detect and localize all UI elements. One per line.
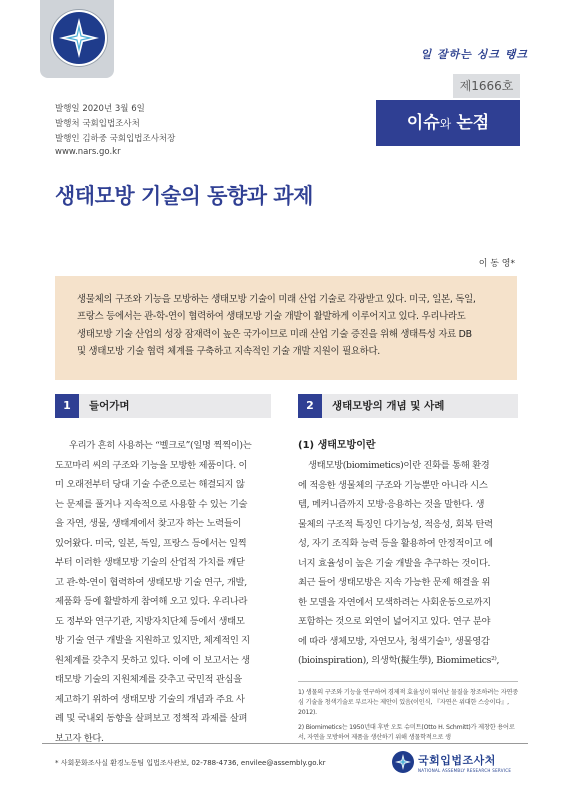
body-line: 미 오래전부터 당대 기술 수준으로는 해결되지 않 [55,479,245,490]
body-line: 한 모델을 자연에서 모색하려는 사회운동으로까지 [298,596,491,608]
series-word-1: 이슈 [406,113,440,133]
body-line: 너지 효율성이 높은 기술 개발을 추구하는 것이다. [298,557,491,569]
body-line: 있어왔다. 미국, 일본, 독일, 프랑스 등에서는 일찍 [55,537,247,549]
section-2-header [298,394,518,418]
section-2-title: 생태모방의 개념 및 사례 [332,400,445,412]
body-line: 템, 메커니즘까지 모방·응용하는 것을 말한다. 생 [298,499,485,510]
footer-logo-icon [392,751,414,773]
section-2-number: 2 [298,394,322,418]
body-line: 성, 자기 조직화 능력 등을 활용하여 안정적이고 에 [298,538,493,549]
footnotes [298,688,520,748]
body-line: 제고하기 위하여 생태모방 기술의 개념과 주요 사 [55,693,245,705]
footer-divider [42,743,528,744]
footnote-divider [298,681,518,682]
body-line: 제품화 등에 활발하게 참여해 오고 있다. 우리나라 [55,596,248,607]
body-line: 방 기술 연구 개발을 지원하고 있지만, 체계적인 지 [55,635,250,646]
section-1-header [55,394,271,418]
body-line: (bioinspiration), 의생학(擬生學), Biomimetics²⁾, [298,655,500,666]
series-word-2: 논점 [456,113,490,133]
body-line: 에 적응한 생물체의 구조와 기능뿐만 아니라 시스 [298,479,488,491]
body-line: 도꼬마리 씨의 구조와 기능을 모방한 제품이다. 이 [55,459,248,471]
body-line: 우리가 흔히 사용하는 “벨크로”(일명 찍찍이)는 [69,440,252,451]
body-line: 고 관-학-연이 협력하여 생태모방 기술 연구, 개발, [55,576,247,588]
header-logo-tab [40,0,114,78]
issuer: 발행인 김하중 국회입법조사처장 [55,134,176,144]
author: 이 동 영* [478,259,515,269]
footer-org-name: 국회입법조사처 [418,754,496,767]
publish-date: 발행일 2020년 3월 6일 [55,104,145,114]
footer-org-name-en: NATIONAL ASSEMBLY RESEARCH SERVICE [418,768,512,773]
header-slogan: 일 잘하는 싱크 탱크 [420,48,528,61]
series-name [376,100,520,146]
section-1-body [55,436,271,748]
body-line: 는 문제를 풀거나 지속적으로 사용할 수 있는 기술 [55,498,248,510]
summary-line: 프랑스 등에서는 관-학-연이 협력하여 생태모방 기술 개발이 활발하게 이루어지고 있다. 우리나라도 [77,311,466,323]
page-title: 생태모방 기술의 동향과 과제 [55,184,313,208]
section-1-number: 1 [55,394,79,418]
issue-number: 제1666호 [453,74,520,98]
body-line: 태모방 기술의 지원체계를 갖추고 국민적 관심을 [55,674,242,685]
body-line: 부터 이러한 생태모방 기술의 산업적 가치를 깨닫 [55,557,245,568]
footnote-1: 1) 생물의 구조와 기능을 연구하여 경제적 효율성이 뛰어난 물질을 창조하려는 자연중심 기술을 청색기술로 부르자는 제안이 있음(이인식, 『자연은 위대한 스승이다』, 2012). [298,689,519,716]
footnote-2: 2) Biomimetics는 1950년대 후반 오토 슈미트(Otto H. Schmitt)가 제창한 용어로서, 자연을 모방하여 제품을 생산하기 위해 생물학적으로 생 [298,724,515,741]
nars-logo-icon [51,10,107,66]
body-line: 생태모방(biomimetics)이란 진화를 통해 환경 [308,460,490,471]
section-2-body [298,456,518,671]
section-2-subheading: (1) 생태모방이란 [298,440,376,451]
body-line: 을 자연, 생물, 생태계에서 찾고자 하는 노력들이 [55,518,242,529]
website-link[interactable]: www.nars.go.kr [55,147,121,157]
summary-line: 생태모방 기술 산업의 성장 잠재력이 높은 국가이므로 미래 산업 기술 증진을 위해 생태특성 자료 DB [77,328,472,340]
section-1-title: 들어가며 [89,400,130,412]
summary-box [55,276,517,380]
body-line: 물체의 구조적 특징인 다기능성, 적응성, 회복 탄력 [298,518,493,530]
body-line: 보고자 한다. [55,732,104,744]
body-line: 에 따라 생체모방, 자연모사, 청색기술¹⁾, 생물영감 [298,635,490,647]
publisher: 발행처 국회입법조사처 [55,119,140,129]
summary-line: 및 생태모방 기술 협력 체계를 구축하고 지속적인 기술 개발 지원이 필요하다. [77,345,381,357]
footer-contact: * 사회문화조사실 환경노동팀 입법조사관보, 02-788-4736, envilee@assembly.go.kr [55,759,326,767]
summary-line: 생물체의 구조와 기능을 모방하는 생태모방 기술이 미래 산업 기술로 각광받고 있다. 미국, 일본, 독일, [77,294,476,305]
body-line: 도 정부와 연구기관, 지방자치단체 등에서 생태모 [55,615,245,627]
body-line: 원체계를 갖추지 못하고 있다. 이에 이 보고서는 생 [55,654,250,666]
body-line: 포함하는 것으로 외연이 넓어지고 있다. 연구 분야 [298,616,491,627]
series-connector: 와 [439,117,452,131]
body-line: 최근 들어 생태모방은 지속 가능한 문제 해결을 위 [298,577,491,588]
body-line: 례 및 국내외 동향을 살펴보고 정책적 과제를 살펴 [55,713,248,724]
